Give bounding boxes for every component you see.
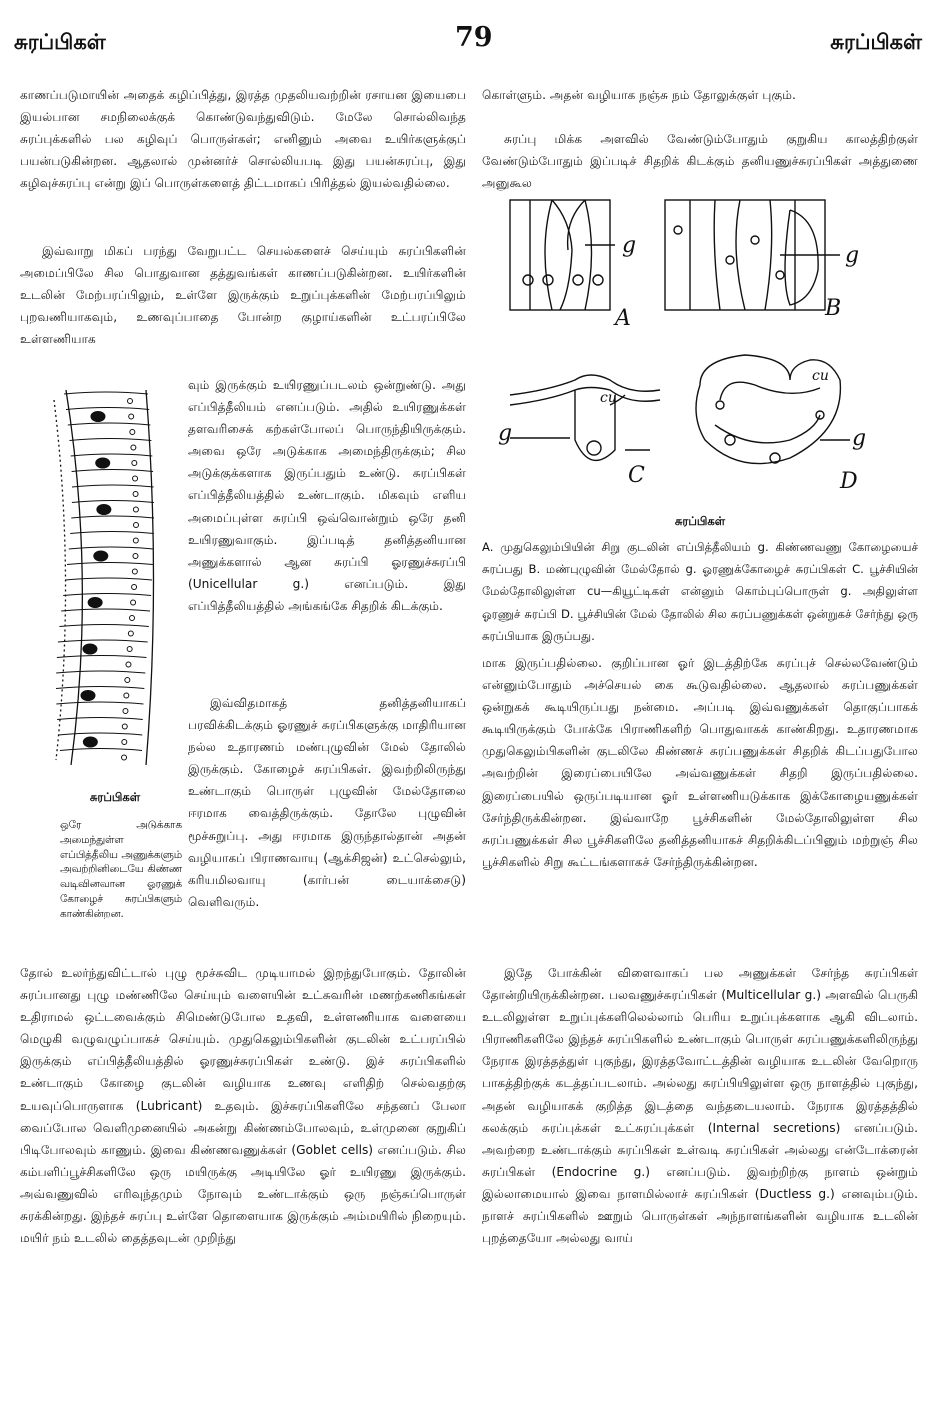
cell-boundary (72, 501, 154, 503)
cell-nucleus (133, 538, 138, 543)
cell-boundary (72, 470, 153, 472)
gland-diagrams (490, 190, 890, 500)
cell-boundary (56, 687, 144, 689)
cell-nucleus (129, 414, 134, 419)
paragraph-3-continued: தோல் உலர்ந்துவிட்டால் புழு மூச்சுவிட முடியாமல் இறந்துபோகும். தோலின் சுரப்பானது புழு மண்ணிலே செய்யும் வளையின் உட்சுவரின் மணற்கணிகங்கள் உதிராமல் ஒட்டவைக்கும் சிமெண்டுபோல உதவி, உள்ளணியாக வளையை மெழுகி வழுவழுப்பாகச் செய்யும். முதுகெலும்பிகளின் குடலின் உட்பரப்பில் இருக்கும் எப்பித்தீலியத்தில் ஓரணுச்சுரப்பிகள் உண்டு. இச் சுரப்பிகளில் உண்டாகும் கோழை குடலின் வழியாக உணவு எளிதிற் செல்வதற்கு உயவுப்பொருளாக (Lubricant) உதவும். இச்சுரப்பிகளிலே சந்தனப் பேலா வைப்போல வெளிமுனையில் அகன்று கிண்ணம்போலவும், உள்முனை குறுகிப் பிடிபோலவும் காணும். இவை கிண்ணவணுக்கள் (Goblet cells) எனப்படும். சில கம்பளிப்பூச்சிகளிலே ஒரு மயிருக்கு அடியிலே ஓர் உயிரணு இருக்கும். அவ்வணுவில் எரிவுந்தமும் நோவும் உண்டாக்கும் ஒரு நஞ்சுப்பொருள் சுரக்கின்றது. இந்தச் சுரப்பு உள்ளே தொளையாக இருக்கும் அம்மயிரில் நிறையும். மயிர் நம் உடலில் தைத்தவுடன் முறிந்து (20, 966, 466, 1246)
cell-boundary (58, 640, 148, 642)
paragraph-1-left: காணப்படுமாயின் அதைக் கழிப்பித்து, இரத்த முதலியவற்றின் ரசாயன இயைபை இயல்பான சமநிலைக்குக் கொண்டுவந்துவிடும். மேலே சொல்லிவந்த சுரப்புக்களில் பல கழிவுப் பொருள்கள்; எனினும் அவை உயிர்களுக்குப் பயன்படுகின்றன. ஆதலால் முன்னர்ச் சொல்லியபடி இது பயன்சுரப்பு, இது கழிவுச்சுரப்பு என்று இப் பொருள்களைத் திட்டமாகப் பிரித்தல் இயல்வதில்லை. (20, 88, 466, 191)
paragraph-2-left: இவ்வாறு மிகப் பரந்து வேறுபட்ட செயல்களைச் செய்யும் சுரப்பிகளின் அமைப்பிலே சில பொதுவான தத்துவங்கள் காணப்படுகின்றன. உயிர்களின் உடலின் மேற்பரப்பிலும், உள்ளே இருக்கும் உறுப்புக்களின் மேற்பரப்பிலும் புறவணியாகவும், உணவுப்பாதை போன்ற குழாய்களின் உட்பரப்பிலே உள்ளணியாக (20, 244, 466, 347)
left-figure-caption: சுரப்பிகள் (89, 790, 141, 804)
cell-boundary (67, 563, 153, 565)
goblet-cell (94, 551, 108, 561)
goblet-cell (81, 691, 95, 701)
cell-boundary (56, 671, 145, 673)
cell-nucleus (133, 554, 138, 559)
cell-nucleus (127, 647, 132, 652)
paragraph-2-continued: வும் இருக்கும் உயிரணுப்படலம் ஒன்றுண்டு. அது எப்பித்தீலியம் எனப்படும். அதில் உயிரணுக்கள் தளவரிசைக் கற்கள்போலப் பொருந்தியிருக்கும். அவை ஒரே அடுக்காக அமைந்திருக்கும்; சில அடுக்குக்களாக இருப்பதும் உண்டு. சுரப்பிகள் எப்பித்தீலியத்தில் உண்டாகும். மிகவும் எளிய அமைப்புள்ள சுரப்பி ஒவ்வொன்றும் ஒரே தனி உயிரணுவாகும். இப்படித் தனித்தனியான அணுக்களால் ஆன சுரப்பி ஓரணுச்சுரப்பி (Unicellular g.) எனப்படும். இது எப்பித்தீலியத்தில் அங்கங்கே சிதறிக் கிடக்கும். (188, 378, 466, 613)
cell-nucleus (130, 430, 135, 435)
cell-boundary (68, 423, 151, 425)
page-number: 79 (455, 22, 493, 53)
cell-boundary (59, 625, 148, 627)
right-figure-description: A. முதுகெலும்பியின் சிறு குடலின் எப்பித்தீலியம் g. கிண்ணவணு கோழையைச் சுரப்பது B. மண்புழுவின் மேல்தோல் g. ஓரணுக்கோழைச் சுரப்பிகள் C. பூச்சியின் மேல்தோலிலுள்ள cu—கியூட்டிகள் என்னும் கொம்புப்பொருள் g. அதிலுள்ள ஓரணுச் சுரப்பி D. பூச்சியின் மேல் தோலில் சில சுரப்பணுக்கள் ஒன்றுகச் சேர்ந்து ஒரு சுரப்பியாக இருப்பது. (482, 540, 918, 643)
cell-boundary (71, 454, 153, 456)
cell-nucleus (128, 399, 133, 404)
cell-nucleus (124, 693, 129, 698)
goblet-cell (91, 412, 105, 422)
label-g-B: g (845, 243, 860, 268)
cell-nucleus (125, 678, 130, 683)
paragraph-3-left: இவ்விதமாகத் தனித்தனியாகப் பரவிக்கிடக்கும் ஓரணுச் சுரப்பிகளுக்கு மாதிரியான நல்ல உதாரணம் மண்புழுவின் மேல் தோலில் இருக்கும். கோழைச் சுரப்பிகள். இவற்றிலிருந்து உண்டாகும் பொருள் புழுவின் மேல்தோலை ஈரமாக வைத்திருக்கும். தோலே புழுவின் மூச்சுறுப்பு. அது ஈரமாக இருந்தால்தான் அதன் வழியாகப் பிராணவாயு (ஆக்சிஜன்) உட்செல்லும், கரியமிலவாயு (கார்பன் டையாக்சைடு) வெளிவரும். (188, 696, 466, 909)
cell-boundary (65, 578, 152, 580)
paragraph-1-right: கொள்ளும். அதன் வழியாக நஞ்சு நம் தோலுக்குள் புகும். (482, 88, 796, 102)
goblet-cell (88, 598, 102, 608)
epithelium-illustration (36, 380, 186, 770)
label-g-A: g (622, 233, 637, 258)
label-cu-D: cu (812, 368, 829, 384)
paragraph-2-right: சுரப்பு மிக்க அளவில் வேண்டும்போதும் குறுகிய காலத்திற்குள் வேண்டும்போதும் இப்படிச் சிதறிக் கிடக்கும் தனியணுச்சுரப்பிகள் அத்துணை அனுகூல (482, 132, 918, 191)
cell-boundary (57, 718, 143, 720)
cell-nucleus (122, 740, 127, 745)
label-g-C: g (498, 421, 513, 446)
cell-nucleus (126, 662, 131, 667)
goblet-cell (97, 505, 111, 515)
cell-nucleus (132, 569, 137, 574)
cell-nucleus (132, 585, 137, 590)
cell-nucleus (122, 724, 127, 729)
cell-boundary (69, 439, 151, 441)
cell-boundary (63, 594, 151, 596)
cell-nucleus (123, 709, 128, 714)
cell-boundary (72, 485, 154, 487)
left-figure-note: ஒரே அடுக்காக அமைந்துள்ள எப்பித்தீலிய அணுக்களும் அவற்றினிடையே கிண்ண வடிவினவான ஓரணுக் கோழைச் சுரப்பிகளும் காண்கின்றன. (60, 819, 182, 920)
cell-nucleus (130, 616, 135, 621)
cell-nucleus (133, 523, 138, 528)
label-C: C (628, 463, 645, 488)
cell-nucleus (132, 461, 137, 466)
cell-nucleus (133, 476, 138, 481)
label-D: D (840, 469, 858, 494)
label-g-D: g (852, 426, 867, 451)
running-header-right: சுரப்பிகள் (830, 30, 922, 54)
cell-boundary (57, 656, 147, 658)
cell-nucleus (131, 600, 136, 605)
cell-nucleus (122, 755, 127, 760)
cell-boundary (64, 392, 148, 394)
running-header-left: சுரப்பிகள் (14, 30, 106, 54)
label-cu-C: cu (600, 390, 617, 406)
cell-nucleus (131, 445, 136, 450)
cell-boundary (70, 532, 154, 534)
goblet-cell (96, 458, 110, 468)
cell-boundary (61, 609, 150, 611)
paragraph-4-right: இதே போக்கின் விளைவாகப் பல அணுக்கள் சேர்ந்த சுரப்பிகள் தோன்றியிருக்கின்றன. பலவணுச்சுரப்பிகள் (Multicellular g.) அளவில் பெருகி உடலிலுள்ள உறுப்புக்களிலெல்லாம் பெரிய உறுப்புக்களாக ஆகி விடலாம். பிராணிகளிலே இந்தச் சுரப்பிகளில் உண்டாகும் பொருள் சுரப்பணுக்களிலிருந்து நேராக இரத்தத்துள் புகுந்து, இரத்தவோட்டத்தின் வழியாக உடலின் வேறொரு பாகத்திற்குக் கடத்தப்படலாம். அல்லது சுரப்பியிலுள்ள ஒரு நாளத்தில் புகுந்து, அதன் வழியாகக் குறித்த இடத்தை வந்தடையலாம். நேராக இரத்தத்தில் கலக்கும் சுரப்புக்கள் உட்சுரப்புக்கள் (Internal secretions) எனப்படும். அவற்றை உண்டாக்கும் சுரப்பிகள் உள்வடி சுரப்பிகள் அல்லது என்டோக்ரைன் சுரப்பிகள் (Endocrine g.) எனப்படும். இவற்றிற்கு நாளம் ஒன்றும் இல்லாமையால் இவை நாளமில்லாச் சுரப்பிகள் (Ductless g.) எனவும்படும். நாளச் சுரப்பிகளில் ஊறும் பொருள்கள் அந்நாளங்களின் வழியாக உடலின் புறத்தையோ அல்லது வாய் (482, 966, 918, 1246)
cell-nucleus (128, 631, 133, 636)
goblet-cell (83, 644, 97, 654)
cell-nucleus (133, 492, 138, 497)
cell-boundary (60, 749, 142, 751)
paragraph-3-right: மாக இருப்பதில்லை. குறிப்பான ஓர் இடத்திற்கே சுரப்புச் செல்லவேண்டும் என்னும்போதும் அச்செயல் கை கூடுவதில்லை. ஆதலால் சுரப்பணுக்கள் ஒன்றுகக் கூடியிருப்பது நன்மை. அப்படி இவ்வணுக்கள் தொகுப்பாகக் கூடியிருக்கும் போக்கே பிராணிகளிற் பொதுவாகக் காண்கிறது. உதாரணமாக முதுகெலும்பிகளின் குடலிலே கிண்ணச் சுரப்பணுக்கள் சிதறிக் கிடப்பதுபோல அவற்றின் இரைப்பையிலே அவ்வணுக்கள் சிதறி இருப்பதில்லை. இரைப்பையில் ஒருப்படியான ஓர் உள்ளணியடுக்காக இக்கோழையணுக்கள் சேர்ந்திருக்கின்றன. இவ்வாறே பூச்சிகளின் மேல்தோலிலுள்ள சில சுரப்பணுக்கள் சில பூச்சிகளிலே தனித்தனியாகச் சிதறிக்கிடப்பினும் மற்றுஞ் சில பூச்சிகளில் சிறு கூட்டங்களாகச் சேர்ந்திருக்கின்றன. (482, 656, 918, 869)
cell-boundary (56, 702, 143, 704)
label-A: A (615, 306, 631, 331)
cell-boundary (58, 733, 142, 735)
label-B: B (825, 296, 842, 321)
cell-boundary (66, 408, 149, 410)
cell-boundary (71, 516, 154, 518)
goblet-cell (83, 737, 97, 747)
cell-nucleus (133, 507, 138, 512)
right-figure-caption: சுரப்பிகள் (674, 514, 726, 528)
